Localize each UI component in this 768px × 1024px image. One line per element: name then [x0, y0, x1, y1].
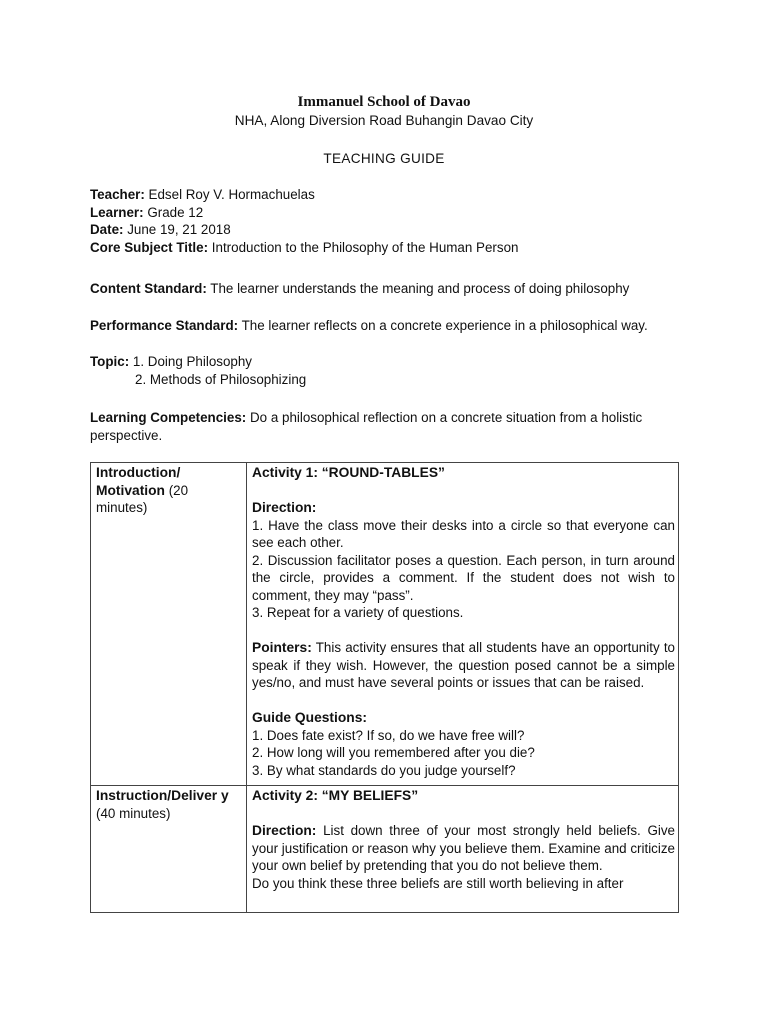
direction-step: 3. Repeat for a variety of questions.	[252, 605, 464, 620]
phase-cell	[91, 786, 247, 913]
direction-step: 2. Discussion facilitator poses a question. Each person, in turn around the circle, provides a comment. If the student does not wish to comment, they may “pass”.	[252, 552, 675, 603]
competency-value: Do a philosophical reflection on a concrete situation from a holistic perspective.	[90, 410, 643, 443]
direction-step: 1. Have the class move their desks into a circle so that everyone can see each other.	[252, 517, 675, 550]
phase-title: Instruction/Deliver y	[96, 788, 229, 803]
direction	[252, 822, 675, 875]
school-name: Immanuel School of Davao	[297, 94, 471, 110]
follow-up-question: Do you think these three beliefs are still worth believing in after	[252, 875, 624, 891]
topic-item-2: 2. Methods of Philosophizing	[135, 371, 307, 387]
performance-standard-label: Performance Standard:	[90, 318, 239, 333]
content-standard	[90, 280, 690, 298]
core-subject-line	[90, 239, 690, 257]
pointers-text: This activity ensures that all students have an opportunity to speak if they wish. However, the question posed cannot be a simple yes/no, and must have several points or issues that can be raised.	[252, 640, 675, 690]
guide-question: 2. How long will you remembered after you die?	[252, 745, 535, 760]
activity-cell	[247, 786, 679, 913]
performance-standard	[90, 317, 690, 335]
competency-label: Learning Competencies:	[90, 410, 247, 425]
teacher-line	[90, 186, 690, 204]
lesson-table	[90, 462, 679, 913]
guide-question: 1. Does fate exist? If so, do we have free will?	[252, 727, 525, 743]
performance-standard-value: The learner reflects on a concrete experience in a philosophical way.	[238, 318, 648, 333]
pointers	[252, 639, 675, 692]
learner-label: Learner:	[90, 204, 144, 220]
table-row	[91, 786, 679, 913]
guide-question: 3. By what standards do you judge yourself?	[252, 762, 516, 778]
phase-cell	[91, 463, 247, 786]
phase-duration: (40 minutes)	[96, 805, 171, 821]
teacher-label: Teacher:	[90, 187, 145, 202]
core-subject-value: Introduction to the Philosophy of the Human Person	[208, 239, 519, 255]
phase-duration: (20 minutes)	[96, 482, 189, 515]
activity-cell	[247, 463, 679, 786]
pointers-label: Pointers:	[252, 640, 312, 655]
phase-title: Introduction/ Motivation	[96, 465, 181, 498]
document-title: TEACHING GUIDE	[323, 151, 445, 166]
topic-label: Topic:	[90, 354, 130, 369]
info-block	[90, 186, 690, 256]
content-standard-label: Content Standard:	[90, 281, 207, 296]
school-address: NHA, Along Diversion Road Buhangin Davao City	[234, 113, 534, 128]
direction-label: Direction:	[252, 823, 317, 838]
date-label: Date:	[90, 222, 124, 237]
date-value: June 19, 21 2018	[123, 222, 231, 237]
activity-title: Activity 2: “MY BELIEFS”	[252, 788, 419, 803]
activity-title: Activity 1: “ROUND-TABLES”	[252, 465, 445, 480]
teacher-value: Edsel Roy V. Hormachuelas	[144, 187, 315, 202]
guide-questions-label: Guide Questions:	[252, 710, 367, 725]
core-subject-label: Core Subject Title:	[90, 239, 209, 255]
learning-competencies	[90, 409, 675, 444]
table-row	[91, 463, 679, 786]
content-standard-value: The learner understands the meaning and process of doing philosophy	[206, 281, 630, 296]
date-line	[90, 221, 690, 239]
direction-label: Direction:	[252, 500, 317, 515]
topic-block	[90, 353, 690, 388]
direction-text: List down three of your most strongly held beliefs. Give your justification or reason why you believe them. Examine and criticize your own belief by pretending that you do not believe them.	[252, 823, 675, 873]
topic-item-1: 1. Doing Philosophy	[129, 354, 252, 369]
learner-line	[90, 204, 690, 222]
learner-value: Grade 12	[143, 204, 204, 220]
